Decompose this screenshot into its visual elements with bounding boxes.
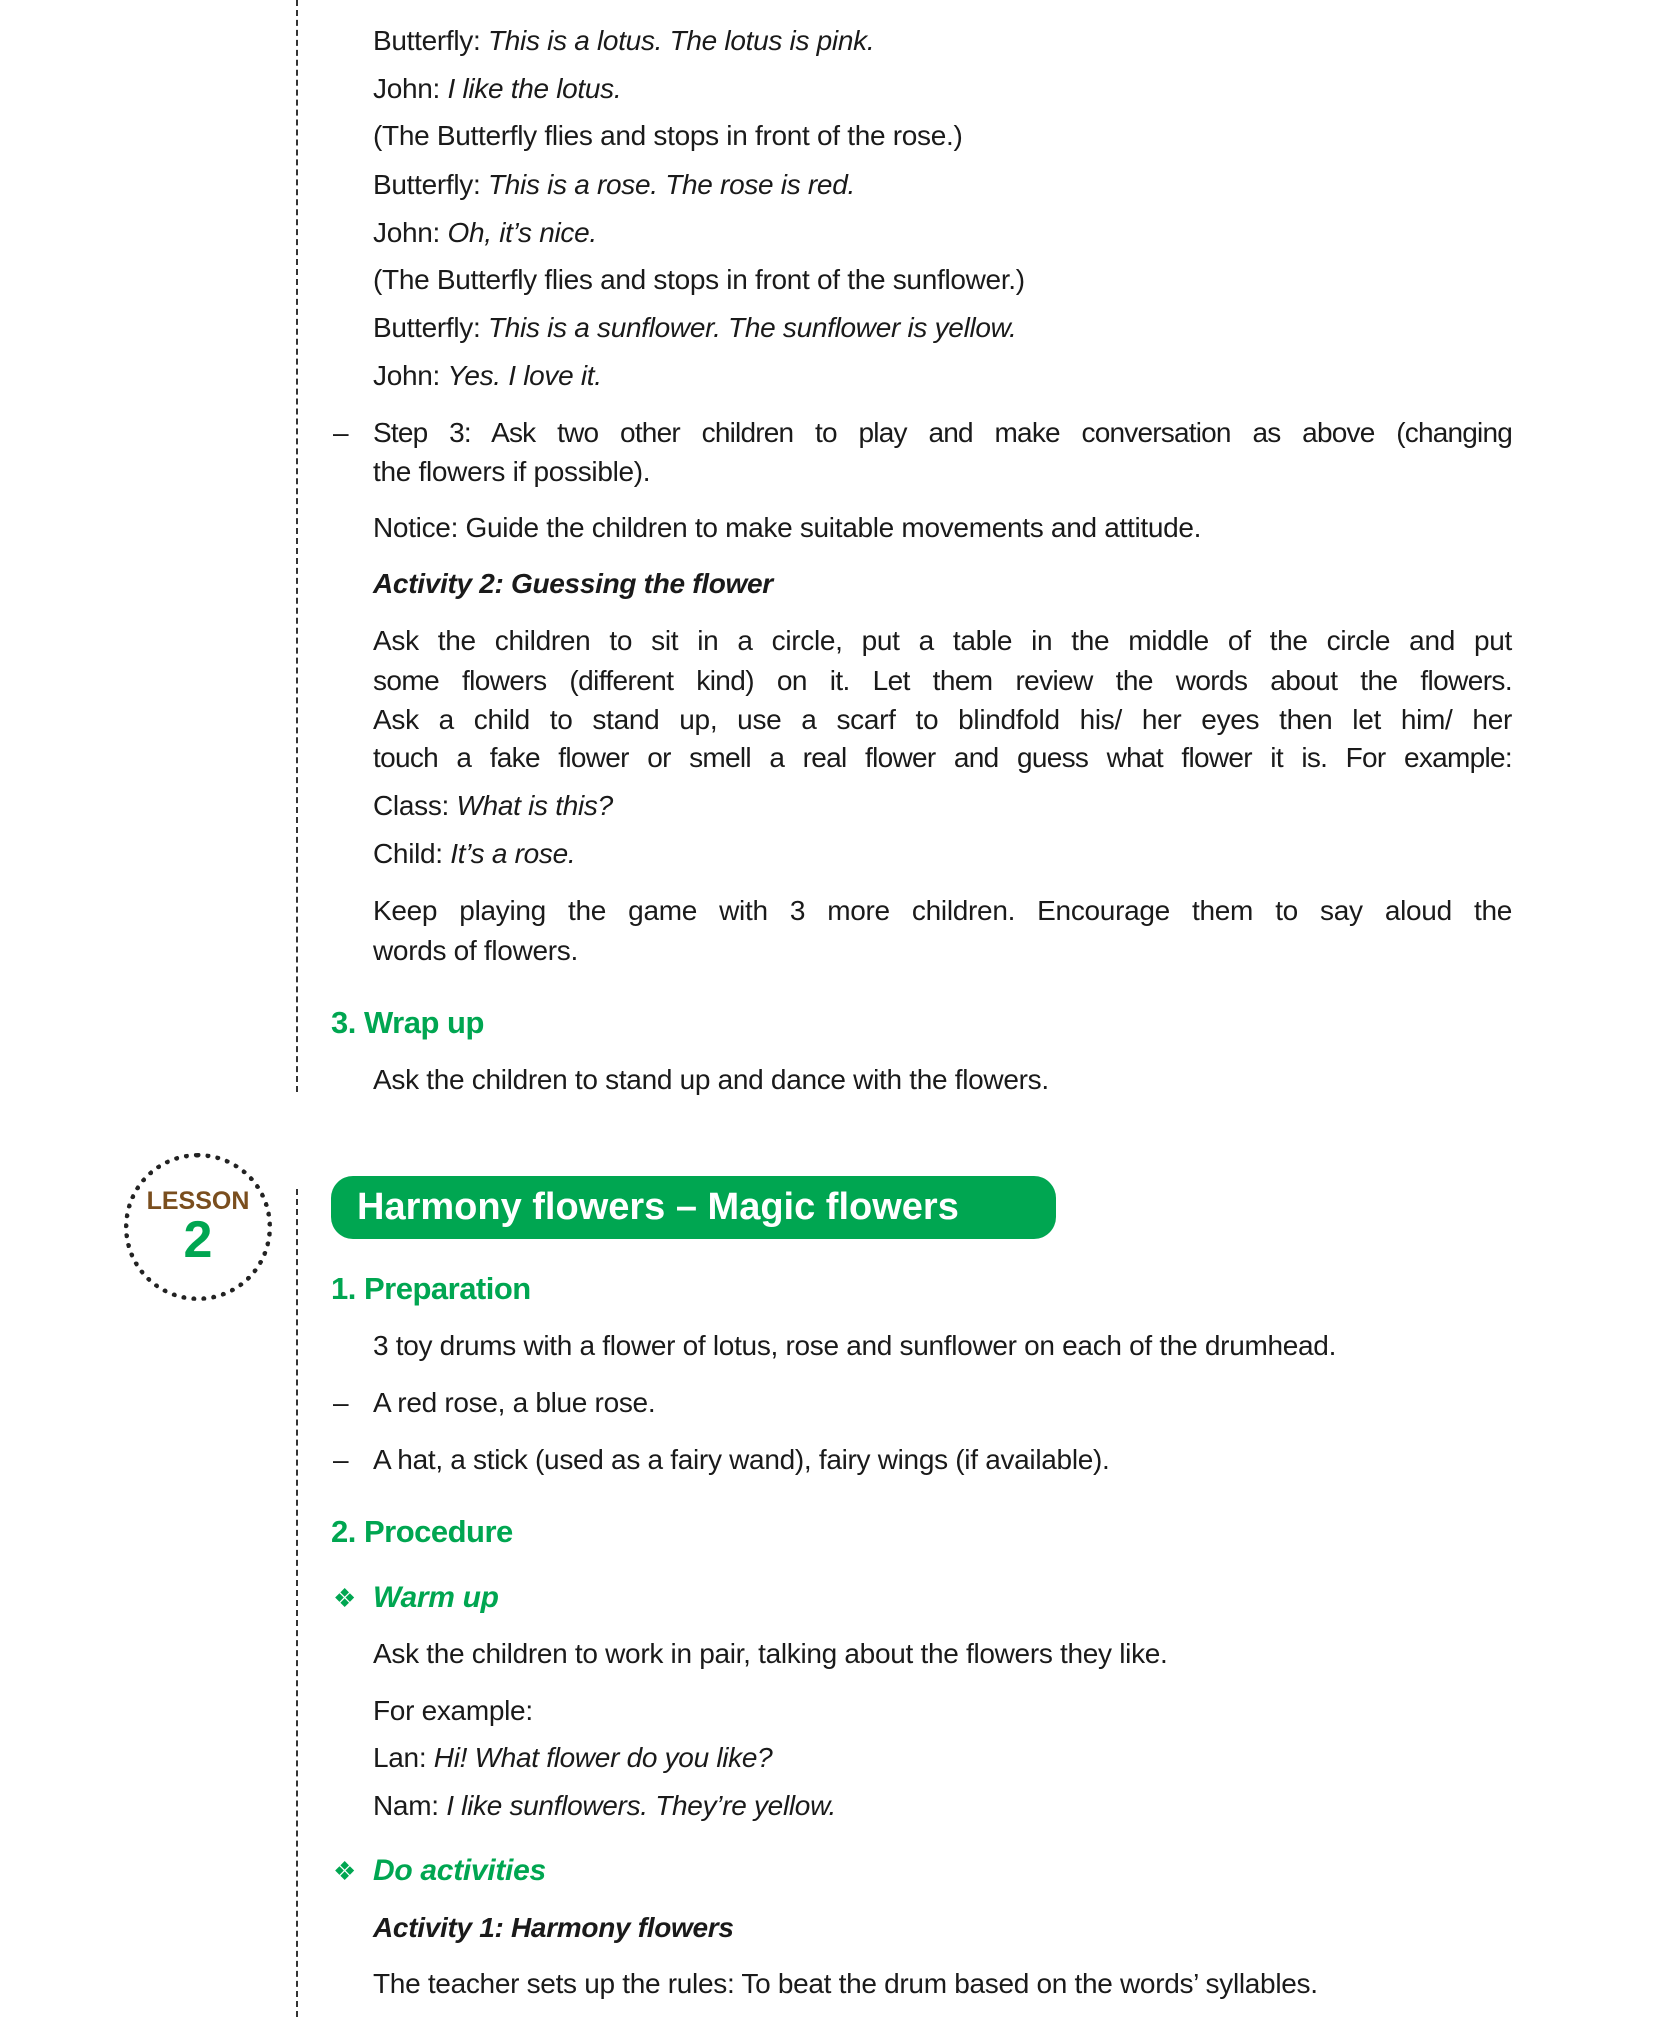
speech: This is a lotus. The lotus is pink. (487, 25, 875, 56)
speaker: John: (373, 360, 440, 391)
lesson-number: 2 (183, 1211, 213, 1269)
stage-direction: (The Butterfly flies and stops in front of the rose.) (373, 120, 963, 151)
speaker: Child: (373, 838, 443, 869)
dash-bullet: – (333, 1444, 349, 1475)
dash-bullet: – (333, 417, 349, 448)
example-label: For example: (373, 1695, 533, 1726)
procedure-heading: 2. Procedure (331, 1514, 513, 1549)
dialogue-line (373, 69, 1512, 109)
activity1-text: The teacher sets up the rules: To beat the drum based on the words’ syllables. (373, 1968, 1318, 1999)
warmup-text: Ask the children to work in pair, talking about the flowers they like. (373, 1638, 1168, 1669)
dialogue-line (373, 834, 1512, 874)
dialogue-line (373, 1786, 1512, 1826)
step3-line: the flowers if possible). (373, 456, 651, 487)
activity2-title: Activity 2: Guessing the flower (373, 568, 773, 599)
speech: I like the lotus. (447, 73, 622, 104)
activity1-title: Activity 1: Harmony flowers (373, 1912, 734, 1943)
speaker: Lan: (373, 1742, 427, 1773)
lesson-badge (124, 1153, 272, 1301)
stage-direction: (The Butterfly flies and stops in front of the sunflower.) (373, 264, 1025, 295)
activity2-para-line: Ask the children to sit in a circle, put a table in the middle of the circle and put (373, 625, 1512, 656)
step3-line: Step 3: Ask two other children to play and make conversation as above (changing (373, 417, 1512, 448)
activity2-para-line: touch a fake flower or smell a real flower and guess what flower it is. For example: (373, 742, 1512, 773)
warmup-heading: Warm up (373, 1581, 499, 1614)
dialogue-line (373, 356, 1512, 396)
speech: What is this? (456, 790, 613, 821)
activity2-para-line: Ask a child to stand up, use a scarf to blindfold his/ her eyes then let him/ her (373, 704, 1512, 735)
dialogue-line (373, 21, 1512, 61)
preparation-item: A red rose, a blue rose. (373, 1387, 656, 1418)
speech: I like sunflowers. They’re yellow. (446, 1790, 836, 1821)
margin-divider (296, 0, 298, 1092)
keep-line: words of flowers. (373, 935, 578, 966)
speaker: Butterfly: (373, 25, 481, 56)
dialogue-line (373, 165, 1512, 205)
dialogue-line (373, 786, 1512, 826)
margin-divider (296, 1189, 298, 2017)
wrapup-text: Ask the children to stand up and dance with the flowers. (373, 1064, 1049, 1095)
speech: Oh, it’s nice. (447, 217, 597, 248)
keep-line: Keep playing the game with 3 more children. Encourage them to say aloud the (373, 895, 1512, 926)
speaker: Nam: (373, 1790, 439, 1821)
notice: Notice: Guide the children to make suitable movements and attitude. (373, 512, 1202, 543)
dialogue-line (373, 1738, 1512, 1778)
diamond-bullet-icon: ❖ (333, 1583, 357, 1613)
speaker: John: (373, 217, 440, 248)
activity2-para-line: some flowers (different kind) on it. Let them review the words about the flowers. (373, 665, 1512, 696)
diamond-bullet-icon: ❖ (333, 1856, 357, 1886)
dialogue-line (373, 308, 1512, 348)
preparation-heading: 1. Preparation (331, 1271, 531, 1306)
speaker: Butterfly: (373, 312, 481, 343)
lesson-label: LESSON (146, 1187, 250, 1215)
speech: This is a rose. The rose is red. (487, 169, 855, 200)
dash-bullet: – (333, 1387, 349, 1418)
speaker: John: (373, 73, 440, 104)
preparation-text: 3 toy drums with a flower of lotus, rose and sunflower on each of the drumhead. (373, 1330, 1337, 1361)
wrapup-heading: 3. Wrap up (331, 1005, 484, 1040)
lesson-title: Harmony flowers – Magic flowers (331, 1176, 1056, 1239)
speech: It’s a rose. (450, 838, 576, 869)
speech: Yes. I love it. (447, 360, 602, 391)
speech: This is a sunflower. The sunflower is yellow. (487, 312, 1017, 343)
do-activities-heading: Do activities (373, 1854, 546, 1887)
dialogue-line (373, 213, 1512, 253)
speaker: Butterfly: (373, 169, 481, 200)
speech: Hi! What flower do you like? (433, 1742, 773, 1773)
speaker: Class: (373, 790, 449, 821)
preparation-item: A hat, a stick (used as a fairy wand), fairy wings (if available). (373, 1444, 1110, 1475)
